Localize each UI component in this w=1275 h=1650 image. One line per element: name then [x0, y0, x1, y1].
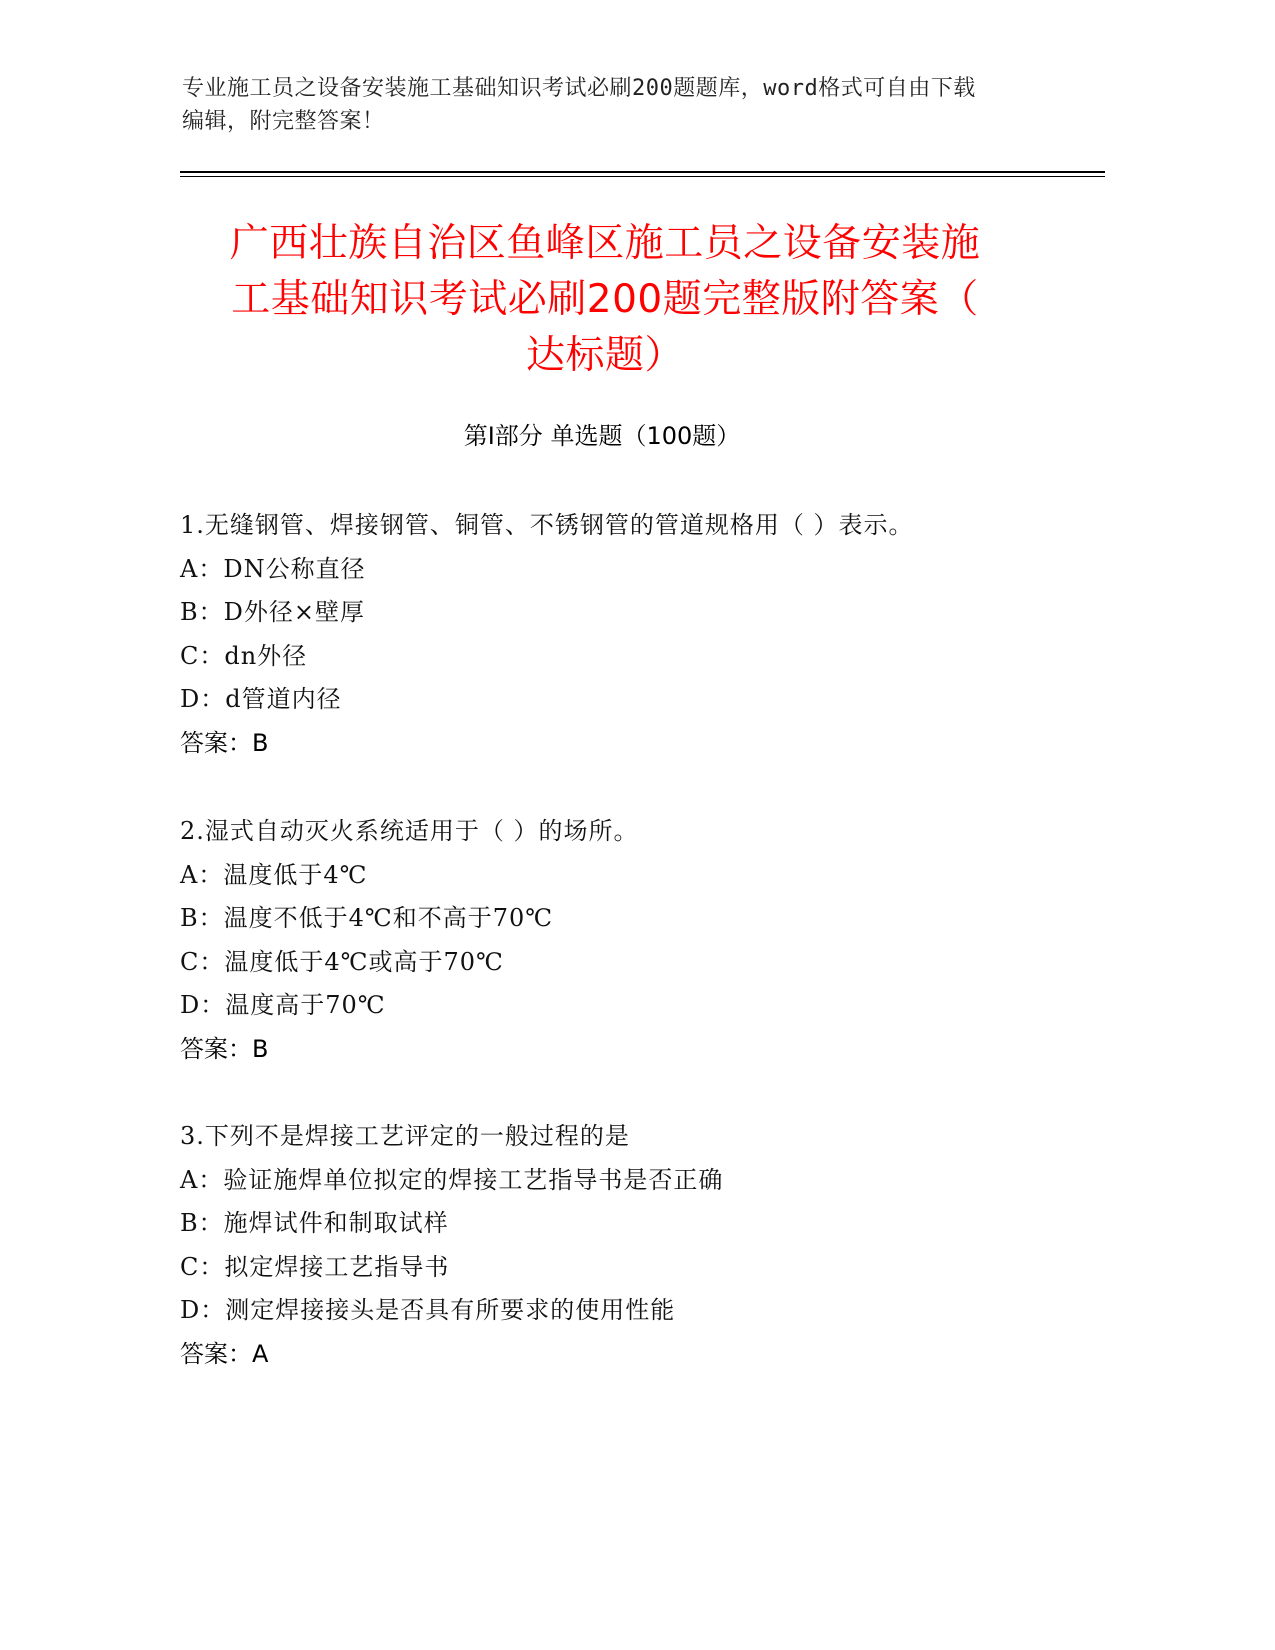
option-b: B：温度不低于4℃和不高于70℃: [180, 904, 554, 932]
question-stem: 3.下列不是焊接工艺评定的一般过程的是: [180, 1122, 630, 1150]
header-note-line-1: 专业施工员之设备安装施工基础知识考试必刷200题题库，word格式可自由下载: [182, 76, 976, 101]
option-a: A：验证施焊单位拟定的焊接工艺指导书是否正确: [180, 1165, 724, 1194]
option-c: C：dn外径: [180, 641, 308, 670]
header-rule-thick: [180, 171, 1105, 173]
question-stem: 2.湿式自动灭火系统适用于（ ）的场所。: [180, 817, 639, 845]
question-stem: 1.无缝钢管、焊接钢管、铜管、不锈钢管的管道规格用（ ）表示。: [180, 511, 914, 539]
option-b: B：D外径×壁厚: [180, 598, 365, 626]
question-block: [180, 1115, 1140, 1376]
option-c: C：拟定焊接工艺指导书: [180, 1252, 450, 1281]
header-rule-thin: [180, 176, 1105, 177]
section-heading: 第Ⅰ部分 单选题（100题）: [463, 422, 741, 450]
option-a: A：温度低于4℃: [180, 860, 368, 889]
header-note: [182, 72, 1062, 138]
option-d: D：温度高于70℃: [180, 991, 386, 1019]
answer: 答案：B: [180, 1034, 269, 1063]
option-b: B：施焊试件和制取试样: [180, 1209, 449, 1237]
title-line-2: 工基础知识考试必刷200题完整版附答案（: [231, 277, 979, 322]
option-c: C：温度低于4℃或高于70℃: [180, 947, 504, 976]
option-d: D：d管道内径: [180, 685, 342, 713]
title-line-3: 达标题）: [525, 333, 684, 378]
option-a: A：DN公称直径: [180, 554, 366, 583]
answer: 答案：A: [180, 1339, 269, 1368]
answer: 答案：B: [180, 728, 269, 757]
question-block: [180, 504, 1140, 765]
header-note-line-2: 编辑，附完整答案！: [182, 109, 385, 134]
question-block: [180, 810, 1140, 1071]
option-d: D：测定焊接接头是否具有所要求的使用性能: [180, 1296, 676, 1324]
title-line-1: 广西壮族自治区鱼峰区施工员之设备安装施: [229, 221, 981, 266]
document-title: [170, 216, 1040, 384]
